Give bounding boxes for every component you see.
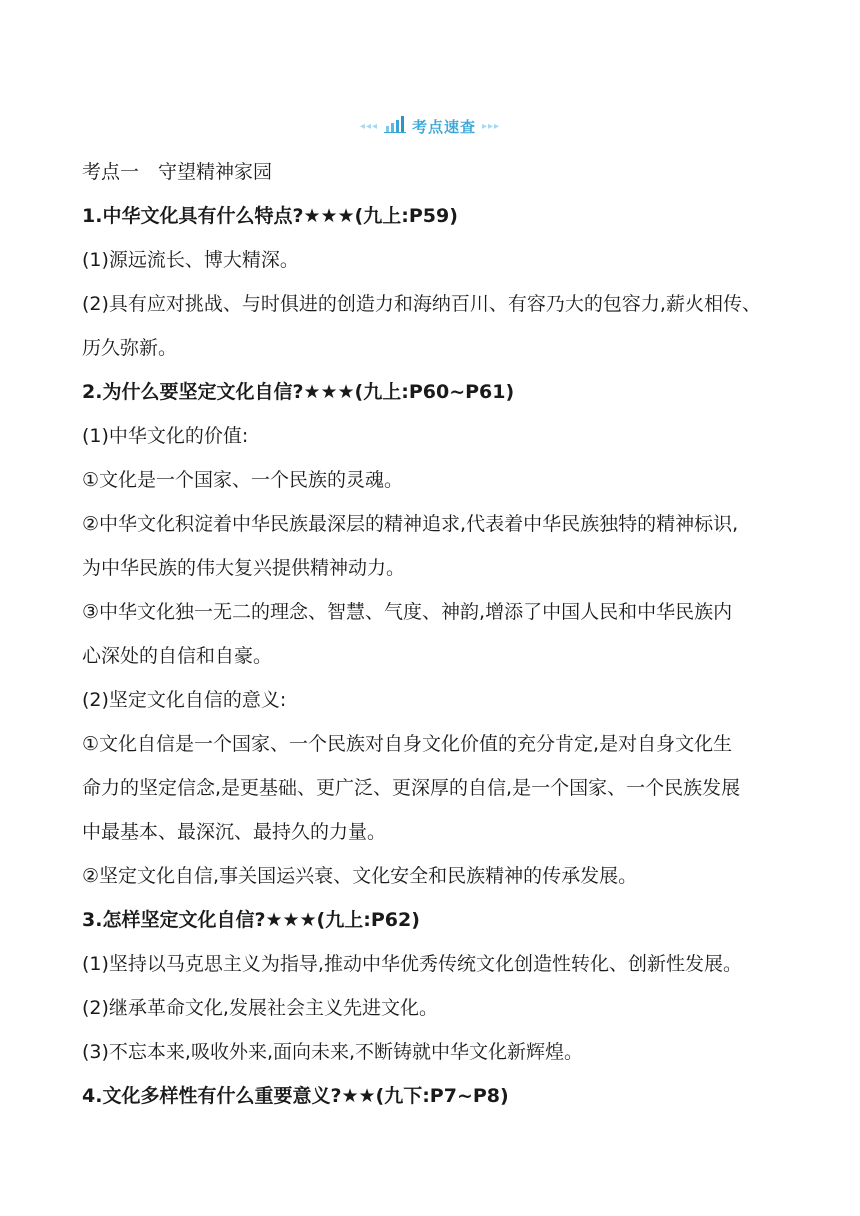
body-line: (1)源远流长、博大精深。	[82, 249, 299, 271]
body-line: ①文化是一个国家、一个民族的灵魂。	[82, 469, 404, 491]
body-line: (1)中华文化的价值:	[82, 425, 249, 447]
body-line: (1)坚持以马克思主义为指导,推动中华优秀传统文化创造性转化、创新性发展。	[82, 953, 742, 975]
question-heading: 2.为什么要坚定文化自信?★★★(九上:P60~P61)	[82, 381, 515, 403]
body-line: ③中华文化独一无二的理念、智慧、气度、神韵,增添了中国人民和中华民族内	[82, 601, 733, 623]
body-line: ①文化自信是一个国家、一个民族对自身文化价值的充分肯定,是对自身文化生	[82, 733, 733, 755]
left-arrows-icon: ◂◂◂	[359, 120, 378, 132]
body-line: 中最基本、最深沉、最持久的力量。	[82, 821, 387, 843]
body-line: ②坚定文化自信,事关国运兴衰、文化安全和民族精神的传承发展。	[82, 865, 638, 887]
question-heading: 4.文化多样性有什么重要意义?★★(九下:P7~P8)	[82, 1085, 509, 1107]
section-title: 考点一 守望精神家园	[82, 161, 273, 183]
banner-title: 考点速查	[411, 117, 476, 136]
chart-bars-icon	[384, 115, 406, 137]
document-body	[82, 150, 782, 1118]
question-heading: 1.中华文化具有什么特点?★★★(九上:P59)	[82, 205, 458, 227]
body-line: (3)不忘本来,吸收外来,面向未来,不断铸就中华文化新辉煌。	[82, 1041, 584, 1063]
body-line: (2)继承革命文化,发展社会主义先进文化。	[82, 997, 438, 1019]
body-line: ②中华文化积淀着中华民族最深层的精神追求,代表着中华民族独特的精神标识,	[82, 513, 739, 535]
right-arrows-icon: ▸▸▸	[482, 120, 501, 132]
body-line: 为中华民族的伟大复兴提供精神动力。	[82, 557, 406, 579]
question-heading: 3.怎样坚定文化自信?★★★(九上:P62)	[82, 909, 420, 931]
body-line: 历久弥新。	[82, 337, 178, 359]
body-line: (2)具有应对挑战、与时俱进的创造力和海纳百川、有容乃大的包容力,薪火相传、	[82, 293, 761, 315]
body-line: 命力的坚定信念,是更基础、更广泛、更深厚的自信,是一个国家、一个民族发展	[82, 777, 741, 799]
body-line: 心深处的自信和自豪。	[82, 645, 273, 667]
body-line: (2)坚定文化自信的意义:	[82, 689, 287, 711]
section-banner	[0, 112, 860, 140]
